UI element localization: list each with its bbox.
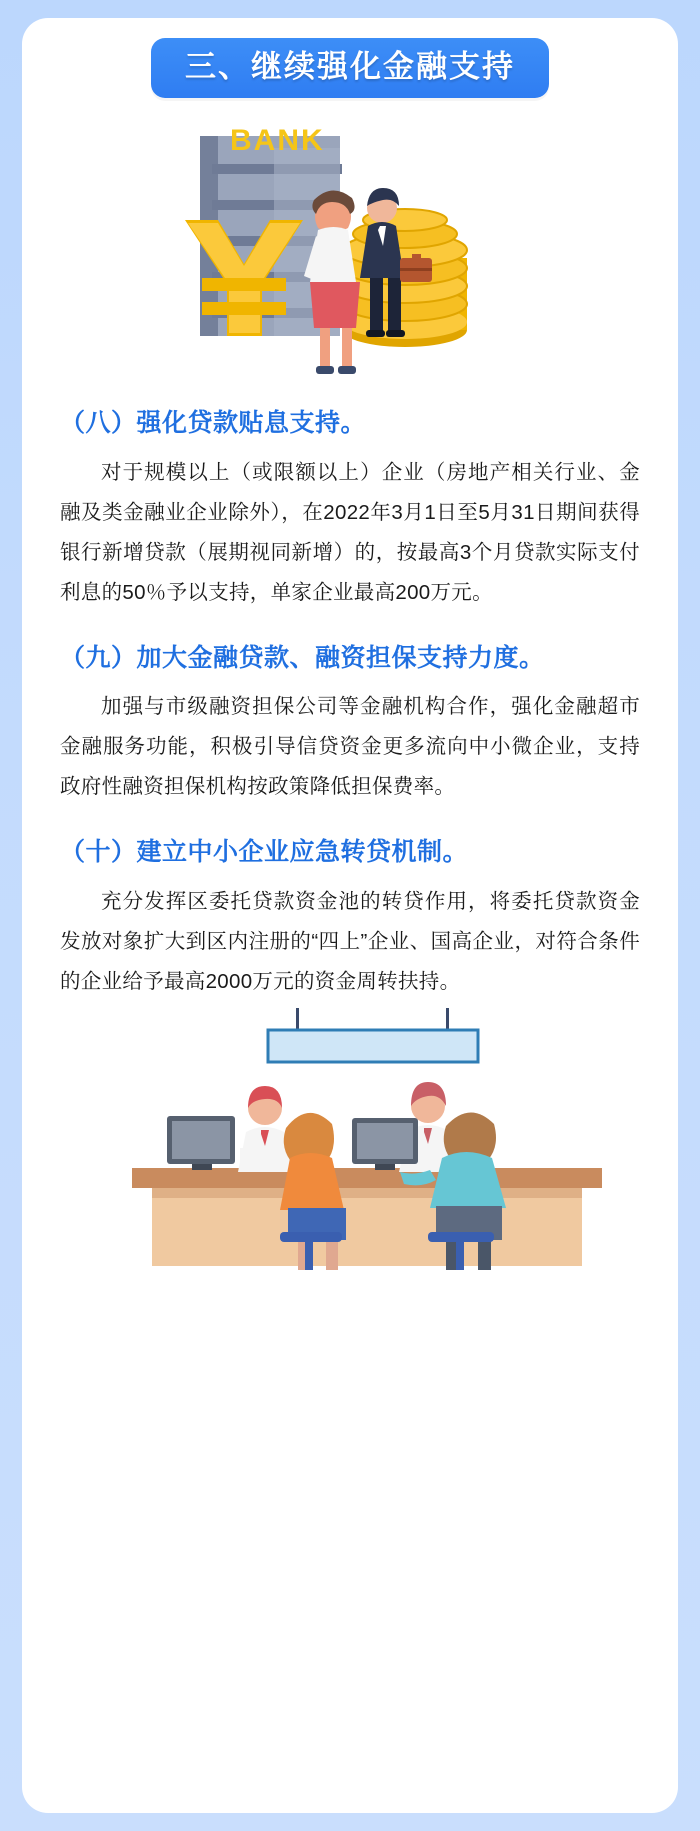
monitor-right-icon <box>352 1118 418 1170</box>
section-heading-9: （九）加大金融贷款、融资担保支持力度。 <box>60 643 545 672</box>
content-card <box>22 18 678 1813</box>
content-body <box>22 404 678 1002</box>
staff-left-figure-icon <box>238 1086 292 1172</box>
monitor-left-icon <box>167 1116 235 1170</box>
service-desk-icon <box>132 1168 602 1266</box>
header-banner <box>151 38 549 98</box>
section-body-10: 充分发挥区委托贷款资金池的转贷作用，将委托贷款资金发放对象扩大到区内注册的“四上”企业、国高企业，对符合条件的企业给予最高2000万元的资金周转扶持。 <box>60 890 640 994</box>
section-body-8: 对于规模以上（或限额以上）企业（房地产相关行业、金融及类金融业企业除外），在2022年3月1日至5月31日期间获得银行新增贷款（展期视同新增）的，按最高3个月贷款实际支付利息的50％予以支持，单家企业最高200万元。 <box>60 460 640 604</box>
page-title: 三、继续强化金融支持 <box>185 49 515 84</box>
office-service-desk-illustration <box>22 1008 678 1278</box>
header-banner-wrapper <box>22 18 678 98</box>
section-heading-8: （八）强化贷款贴息支持。 <box>60 409 367 438</box>
bank-coins-illustration <box>22 108 678 378</box>
section-heading-10: （十）建立中小企业应急转贷机制。 <box>60 838 469 867</box>
hanging-sign-icon <box>268 1008 478 1062</box>
section-body-9: 加强与市级融资担保公司等金融机构合作，强化金融超市金融服务功能，积极引导信贷资金更多流向中小微企业，支持政府性融资担保机构按政策降低担保费率。 <box>60 695 640 799</box>
bank-sign-text: BANK <box>230 124 325 158</box>
